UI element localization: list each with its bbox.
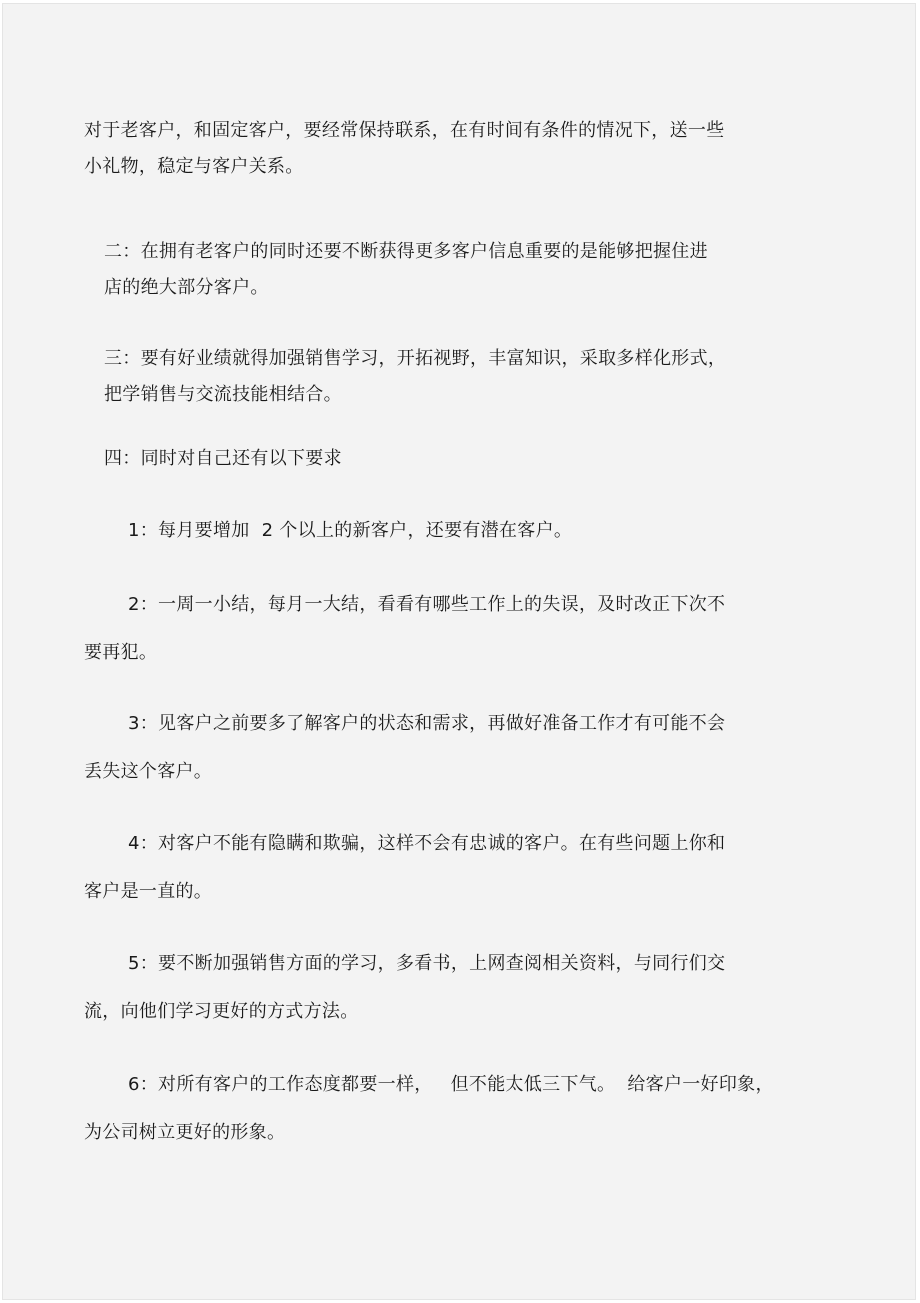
paragraph-line: 店的绝大部分客户。 <box>104 277 269 298</box>
paragraph-line: 丢失这个客户。 <box>84 761 213 782</box>
paragraph-line: 客户是一直的。 <box>84 881 213 902</box>
paragraph-line: 3：见客户之前要多了解客户的状态和需求，再做好准备工作才有可能不会 <box>128 713 726 734</box>
paragraph-line: 要再犯。 <box>84 642 158 663</box>
paragraph-line: 二：在拥有老客户的同时还要不断获得更多客户信息重要的是能够把握住进 <box>104 241 708 262</box>
paragraph-line: 三：要有好业绩就得加强销售学习，开拓视野，丰富知识，采取多样化形式， <box>104 348 727 369</box>
paragraph-line: 为公司树立更好的形象。 <box>84 1122 286 1143</box>
paragraph-line: 1：每月要增加 2 个以上的新客户，还要有潜在客户。 <box>128 520 573 541</box>
paragraph-line: 4：对客户不能有隐瞒和欺骗，这样不会有忠诚的客户。在有些问题上你和 <box>128 833 726 854</box>
paragraph-line: 把学销售与交流技能相结合。 <box>104 384 342 405</box>
document-page <box>2 3 916 1300</box>
paragraph-line: 对于老客户，和固定客户，要经常保持联系，在有时间有条件的情况下，送一些 <box>84 120 725 141</box>
paragraph-line: 2：一周一小结，每月一大结，看看有哪些工作上的失误，及时改正下次不 <box>128 594 726 615</box>
paragraph-line: 流，向他们学习更好的方式方法。 <box>84 1001 359 1022</box>
paragraph-line: 5：要不断加强销售方面的学习，多看书，上网查阅相关资料，与同行们交 <box>128 953 726 974</box>
paragraph-line: 小礼物，稳定与客户关系。 <box>84 156 304 177</box>
paragraph-line: 6：对所有客户的工作态度都要一样， 但不能太低三下气。 给客户一好印象， <box>128 1074 774 1095</box>
paragraph-line: 四：同时对自己还有以下要求 <box>104 448 342 469</box>
